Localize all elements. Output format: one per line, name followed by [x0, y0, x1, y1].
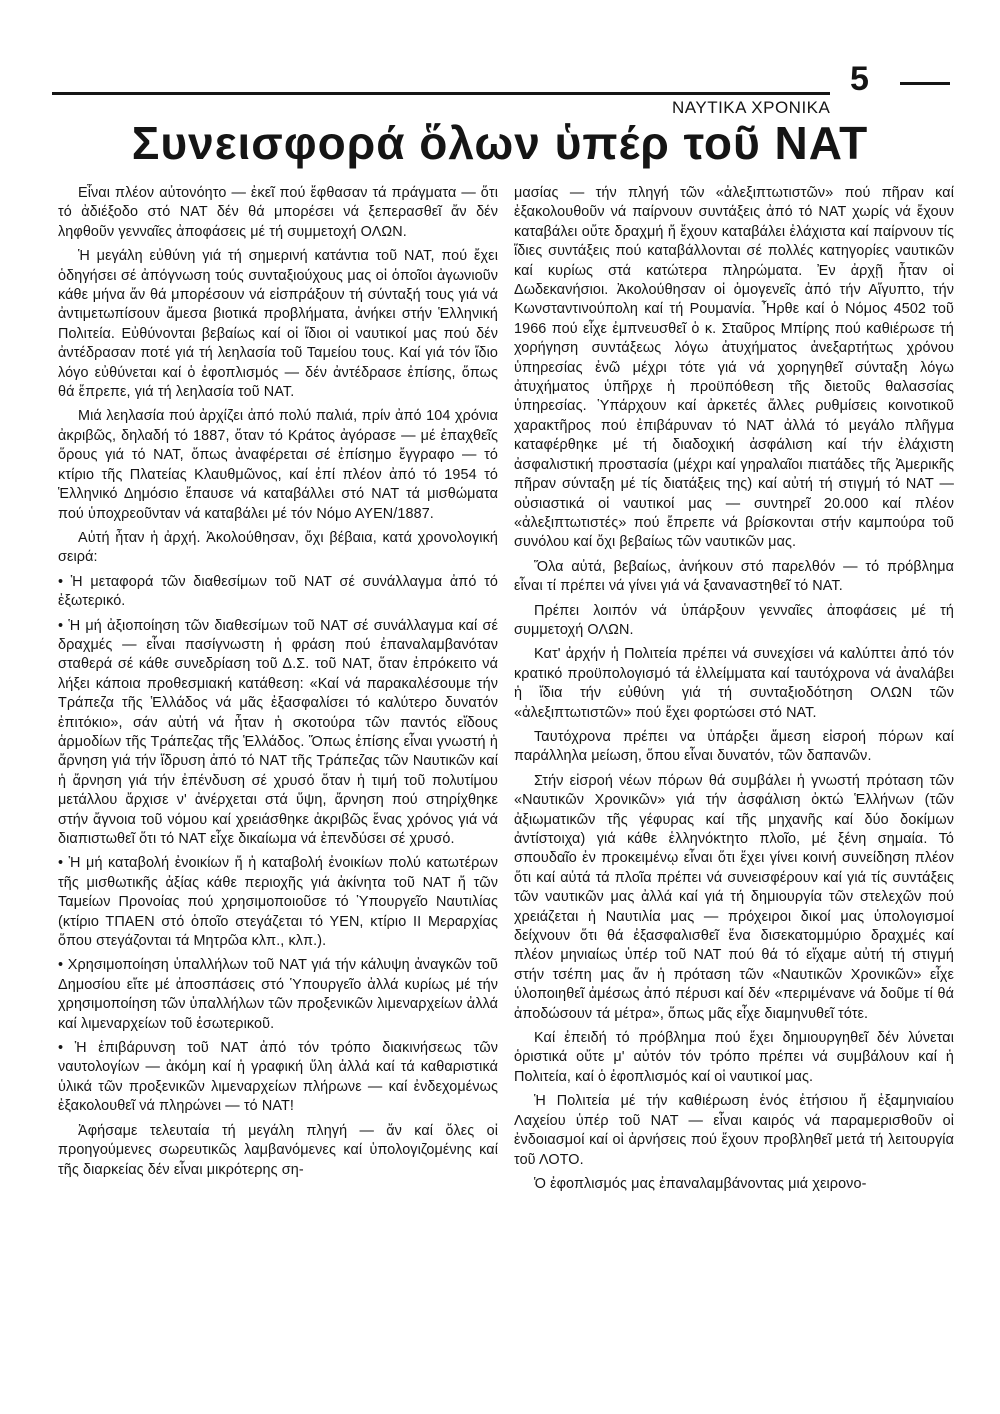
paragraph: Αὐτή ἦταν ἡ ἀρχή. Ἀκολούθησαν, ὄχι βέβαια, κατά χρονολογική σειρά: — [58, 529, 498, 566]
bullet-item: • Ἡ μή ἀξιοποίηση τῶν διαθεσίμων τοῦ ΝΑΤ σέ συνάλλαγμα καί σέ δραχμές — εἶναι πασίγνωστη ἡ φράση πού ἐπαναλαμβανόταν σταθερά σέ κάθε συνεδρίαση τοῦ Δ.Σ. τοῦ ΝΑΤ, ὅταν ἐπρόκειτο νά λήξει κάποια προθεσμιακή κατάθεση: «Καί νά παρακαλέσουμε τήν Τράπεζα τῆς Ἑλλάδος νά μᾶς ἐξασφαλίσει τό καλύτερο δυνατόν ἐπιτόκιο», σάν αὐτή νά ἦταν ἡ σκοτούρα τῶν παντός εἴδους ἁρμοδίων τῆς Τράπεζας τῆς Ἑλλάδος. Ὅπως ἐπίσης εἶναι γνωστή ἡ ἄρνηση γιά τήν ἵδρυση ἀπό τό ΝΑΤ τῆς Τράπεζας τῶν Ναυτικῶν καί ἡ ἄρνηση γιά τήν ἐπένδυση σέ χρυσό ὅταν ἡ τιμή τοῦ πολυτίμου μετάλλου ἄρχισε ν' ἀνέρχεται στά ὕψη, ἄρνηση πού στηρίχθηκε στήν ἄγνοια τοῦ νόμου καί χρειάσθηκε ἀκριβῶς ἕνας χρόνος γιά νά διαπιστωθεῖ ὅτι τό ΝΑΤ εἶχε δικαίωμα νά ἐπενδύσει σέ χρυσό. — [58, 617, 498, 847]
bullet-item: • Ἡ ἐπιβάρυνση τοῦ ΝΑΤ ἀπό τόν τρόπο διακινήσεως τῶν ναυτολογίων — ἀκόμη καί ἡ γραφική ὕλη ἀλλά καί τά καθαριστικά ὑλικά τῶν προξενικῶν λιμεναρχείων πλήρωνε — καί ἐνδεχομένως ἐξακολουθεῖ νά πληρώνει — τό ΝΑΤ! — [58, 1040, 498, 1115]
paragraph: Κατ' ἀρχήν ἡ Πολιτεία πρέπει νά συνεχίσει νά καλύπτει ἀπό τόν κρατικό προϋπολογισμό τά ἐλλείμματα καί ταυτόχρονα νά ἀναλάβει ἡ ἴδια τήν εὐθύνη γιά τή συνταξιοδότηση ΟΛΩΝ τῶν «ἀλεξιπτωτιστῶν» πού ἔχει φορτώσει στό ΝΑΤ. — [514, 646, 954, 721]
left-column — [58, 184, 498, 1404]
header-rule-right — [900, 82, 950, 85]
bullet-item: • Ἡ μή καταβολή ἐνοικίων ἤ ἡ καταβολή ἐνοικίων πολύ κατωτέρων τῆς μισθωτικῆς ἀξίας κάθε περιοχῆς γιά ἀκίνητα τοῦ ΝΑΤ ἤ τῶν Ταμείων Προνοίας πού χρησιμοποιοῦσε τό Ὑπουργεῖο Ναυτιλίας (κτίριο ΤΠΑΕΝ στό ὁποῖο στεγάζεται τό ΥΕΝ, κτίριο ΙΙ Μεραρχίας ὅπου στεγάζονται τά Μητρῶα κλπ., κλπ.). — [58, 855, 498, 950]
paragraph: Μιά λεηλασία πού ἀρχίζει ἀπό πολύ παλιά, πρίν ἀπό 104 χρόνια ἀκριβῶς, δηλαδή τό 1887, ὅταν τό Κράτος ἀγόρασε — μέ ἐπαχθεῖς ὅρους γιά τό ΝΑΤ, ὅπως ἀναφέρεται σέ ἐπίσημο ἔγγραφο — τό κτίριο τῆς Πλατείας Κλαυθμῶνος, καί ἐπί πλέον ἀπό τό 1954 τό Ἑλληνικό Δημόσιο ἔπαυσε νά καταβάλλει στό ΝΑΤ τά μισθώματα πού ὑποχρεοῦνταν νά καταβάλει μέ τόν Νόμο ΑΥΕΝ/1887. — [58, 408, 498, 522]
bullet-item: • Ἡ μεταφορά τῶν διαθεσίμων τοῦ ΝΑΤ σέ συνάλλαγμα ἀπό τό ἐξωτερικό. — [58, 573, 498, 610]
paragraph: Πρέπει λοιπόν νά ὑπάρξουν γενναῖες ἀποφάσεις μέ τή συμμετοχή ΟΛΩΝ. — [514, 602, 954, 638]
article-title: Συνεισφορά ὅλων ὑπέρ τοῦ ΝΑΤ — [131, 117, 869, 169]
paragraph: Ταυτόχρονα πρέπει να ὑπάρξει ἄμεση εἰσροή πόρων καί παράλληλα μείωση, ὅπου εἶναι δυνατόν, τῶν δαπανῶν. — [514, 728, 954, 765]
running-head: ΝΑΥΤΙΚΑ ΧΡΟΝΙΚΑ — [672, 98, 831, 117]
paragraph: Ὅλα αὐτά, βεβαίως, ἀνήκουν στό παρελθόν — τό πρόβλημα εἶναι τί πρέπει νά γίνει γιά νά ξαναναστηθεῖ τό ΝΑΤ. — [514, 558, 954, 595]
paragraph: Ἀφήσαμε τελευταία τή μεγάλη πληγή — ἄν καί ὅλες οἱ προηγούμενες σωρευτικῶς λαμβανόμενες καί ὑπολογιζομένης καί τῆς διαρκείας δέν εἶναι μικρότερης ση- — [58, 1122, 498, 1178]
paragraph: Ἡ Πολιτεία μέ τήν καθιέρωση ἑνός ἐτήσιου ἤ ἑξαμηνιαίου Λαχείου ὑπέρ τοῦ ΝΑΤ — εἶναι καιρός νά παραμερισθοῦν οἱ ἐνδοιασμοί καί οἱ ἀρνήσεις πού ἔχουν προβληθεῖ μετά τή λειτουργία τοῦ ΛΟΤΟ. — [514, 1093, 954, 1168]
bullet-item: • Χρησιμοποίηση ὑπαλλήλων τοῦ ΝΑΤ γιά τήν κάλυψη ἀναγκῶν τοῦ Δημοσίου εἴτε μέ ἀποσπάσεις στό Ὑπουργεῖο ἀλλά κυρίως μέ τήν χρησιμοποίηση τῶν ὑπαλλήλων τῶν προξενικῶν λιμεναρχείων ἀλλά καί λιμεναρχείων τοῦ ἐσωτερικοῦ. — [58, 957, 498, 1032]
header-rule-left — [52, 92, 830, 95]
page-number: 5 — [850, 60, 869, 98]
paragraph: Εἶναι πλέον αὐτονόητο — ἐκεῖ πού ἔφθασαν τά πράγματα — ὅτι τό ἀδιέξοδο στό ΝΑΤ δέν θά μπορέσει νά ξεπερασθεῖ ἄν δέν ληφθοῦν γενναῖες ἀποφάσεις μέ τή συμμετοχή ΟΛΩΝ. — [58, 185, 498, 240]
paragraph: μασίας — τήν πληγή τῶν «ἀλεξιπτωτιστῶν» πού πῆραν καί ἐξακολουθοῦν νά παίρνουν συντάξεις ἀπό τό ΝΑΤ χωρίς νά ἔχουν καταβάλει οὔτε δραχμή ἤ ἔχουν καταβάλει ἐλάχιστα καί παίρνουν τίς ἴδιες συντάξεις πού καταβάλλονται σέ πολλές κατηγορίες ναυτικῶν καί κυρίως στά κατώτερα πληρώματα. Ἐν ἀρχῇ ἦταν οἱ Δωδεκανήσιοι. Ἀκολούθησαν οἱ ὁμογενεῖς ἀπό τήν Αἴγυπτο, τήν Κωνσταντινούπολη καί τή Ρουμανία. Ἦρθε καί ὁ Νόμος 4502 τοῦ 1966 πού εἶχε ἐμπνευσθεῖ ὁ κ. Σταῦρος Μπίρης πού καθιέρωσε τή χορήγηση συντάξεως λόγω ἀτυχήματος ἀνεξαρτήτως χρόνου ὑπηρεσίας ἐνῶ μέχρι τότε γιά νά χορηγηθεῖ σύνταξη λόγω ἀτυχήματος ὑπῆρχε ἡ προϋπόθεση τῆς διετοῦς θαλασσίας ὑπηρεσίας. Ὑπάρχουν καί ἀρκετές ἄλλες ρυθμίσεις κοινοτικοῦ χαρακτῆρος πού ἐπιβάρυναν τό ΝΑΤ ἀλλά τό μεγάλο πλῆγμα καταφέρθηκε μέ τή διαδοχική ἀσφάλιση καί τήν ἐλάχιστη ἀσφαλιστική προστασία (μέχρι καί γηραλαῖοι πιατάδες τῆς Ἀμερικῆς πῆραν σύνταξη μέ τίς διατάξεις της) καί αὐτή τή στιγμή τό ΝΑΤ — οὐσιαστικά οἱ ναυτικοί μας — συντηρεῖ 20.000 καί πλέον «ἀλεξιπτωτιστές» πού ἔπρεπε νά βρίσκονται στήν καμπούρα τοῦ συνόλου καί ὄχι βεβαίως τῶν ναυτικῶν μας. — [514, 185, 954, 551]
right-column — [514, 184, 954, 1404]
paragraph: Καί ἐπειδή τό πρόβλημα πού ἔχει δημιουργηθεῖ δέν λύνεται ὁριστικά οὔτε μ' αὐτόν τόν τρόπο πρέπει νά συμβάλουν καί ἡ Πολιτεία, καί ὁ ἐφοπλισμός καί οἱ ναυτικοί μας. — [514, 1030, 954, 1085]
paragraph: Ἡ μεγάλη εὐθύνη γιά τή σημερινή κατάντια τοῦ ΝΑΤ, πού ἔχει ὁδηγήσει σέ ἀπόγνωση τούς συνταξιούχους μας οἱ ὁποῖοι ἀγωνιοῦν κάθε μήνα ἄν θά μπορέσουν νά εἰσπράξουν τή σύνταξή τους γιά νά ἀντιμετωπίσουν ἄμεσα βιοτικά προβλήματα, ἀνήκει στήν Ἑλληνική Πολιτεία. Εὐθύνονται βεβαίως καί οἱ ἴδιοι οἱ ναυτικοί μας πού δέν ἀντέδρασαν ποτέ γιά τή λεηλασία τοῦ Ταμείου τους. Καί γιά τόν ἴδιο λόγο εὐθύνεται καί ὁ ἐφοπλισμός — δέν ἀντέδρασε ἐπίσης, ὅπως θά ἔπρεπε, γιά τή λεηλασία τοῦ ΝΑΤ. — [58, 248, 498, 401]
paragraph: Στήν εἰσροή νέων πόρων θά συμβάλει ἡ γνωστή πρόταση τῶν «Ναυτικῶν Χρονικῶν» γιά τήν ἀσφάλιση ὀκτώ Ἑλλήνων (τῶν ἀξιωματικῶν τῆς γέφυρας καί τῆς μηχανῆς καί δύο δοκίμων ἀντίστοιχα) γιά κάθε ἑλληνόκτητο πλοῖο, μέ ξένη σημαία. Τό σπουδαῖο ἐν προκειμένῳ εἶναι ὅτι ἔχει γίνει κοινή συνείδηση πλέον ὅτι καί αὐτά τά πλοῖα πρέπει νά συνεισφέρουν καί γιά τίς συντάξεις τῶν ναυτικῶν μας ἀλλά καί γιά τή δημιουργία τῶν στελεχῶν πού χρειάζεται ἡ Ναυτιλία μας — πρόχειροι δικοί μας ὑπολογισμοί δείχνουν ὅτι θά ἐξασφαλισθεῖ ἕνα δισεκατομμύριο δραχμές καί πλέον μηνιαίως ὑπέρ τοῦ ΝΑΤ πού θά τό εἴχαμε αὐτή τή στιγμή στήν τσέπη μας ἄν ἡ πρόταση τῶν «Ναυτικῶν Χρονικῶν» εἶχε ὑλοποιηθεῖ ἀμέσως ἀπό πέρυσι καί δέν «περιμένανε νά δοῦμε τί θά ἀποδώσουν τά μέτρα», ὅπως μᾶς εἶχε διαμηνυθεῖ τότε. — [514, 772, 954, 1022]
paragraph: Ὁ ἐφοπλισμός μας ἐπαναλαμβάνοντας μιά χειρονο- — [534, 1175, 867, 1192]
